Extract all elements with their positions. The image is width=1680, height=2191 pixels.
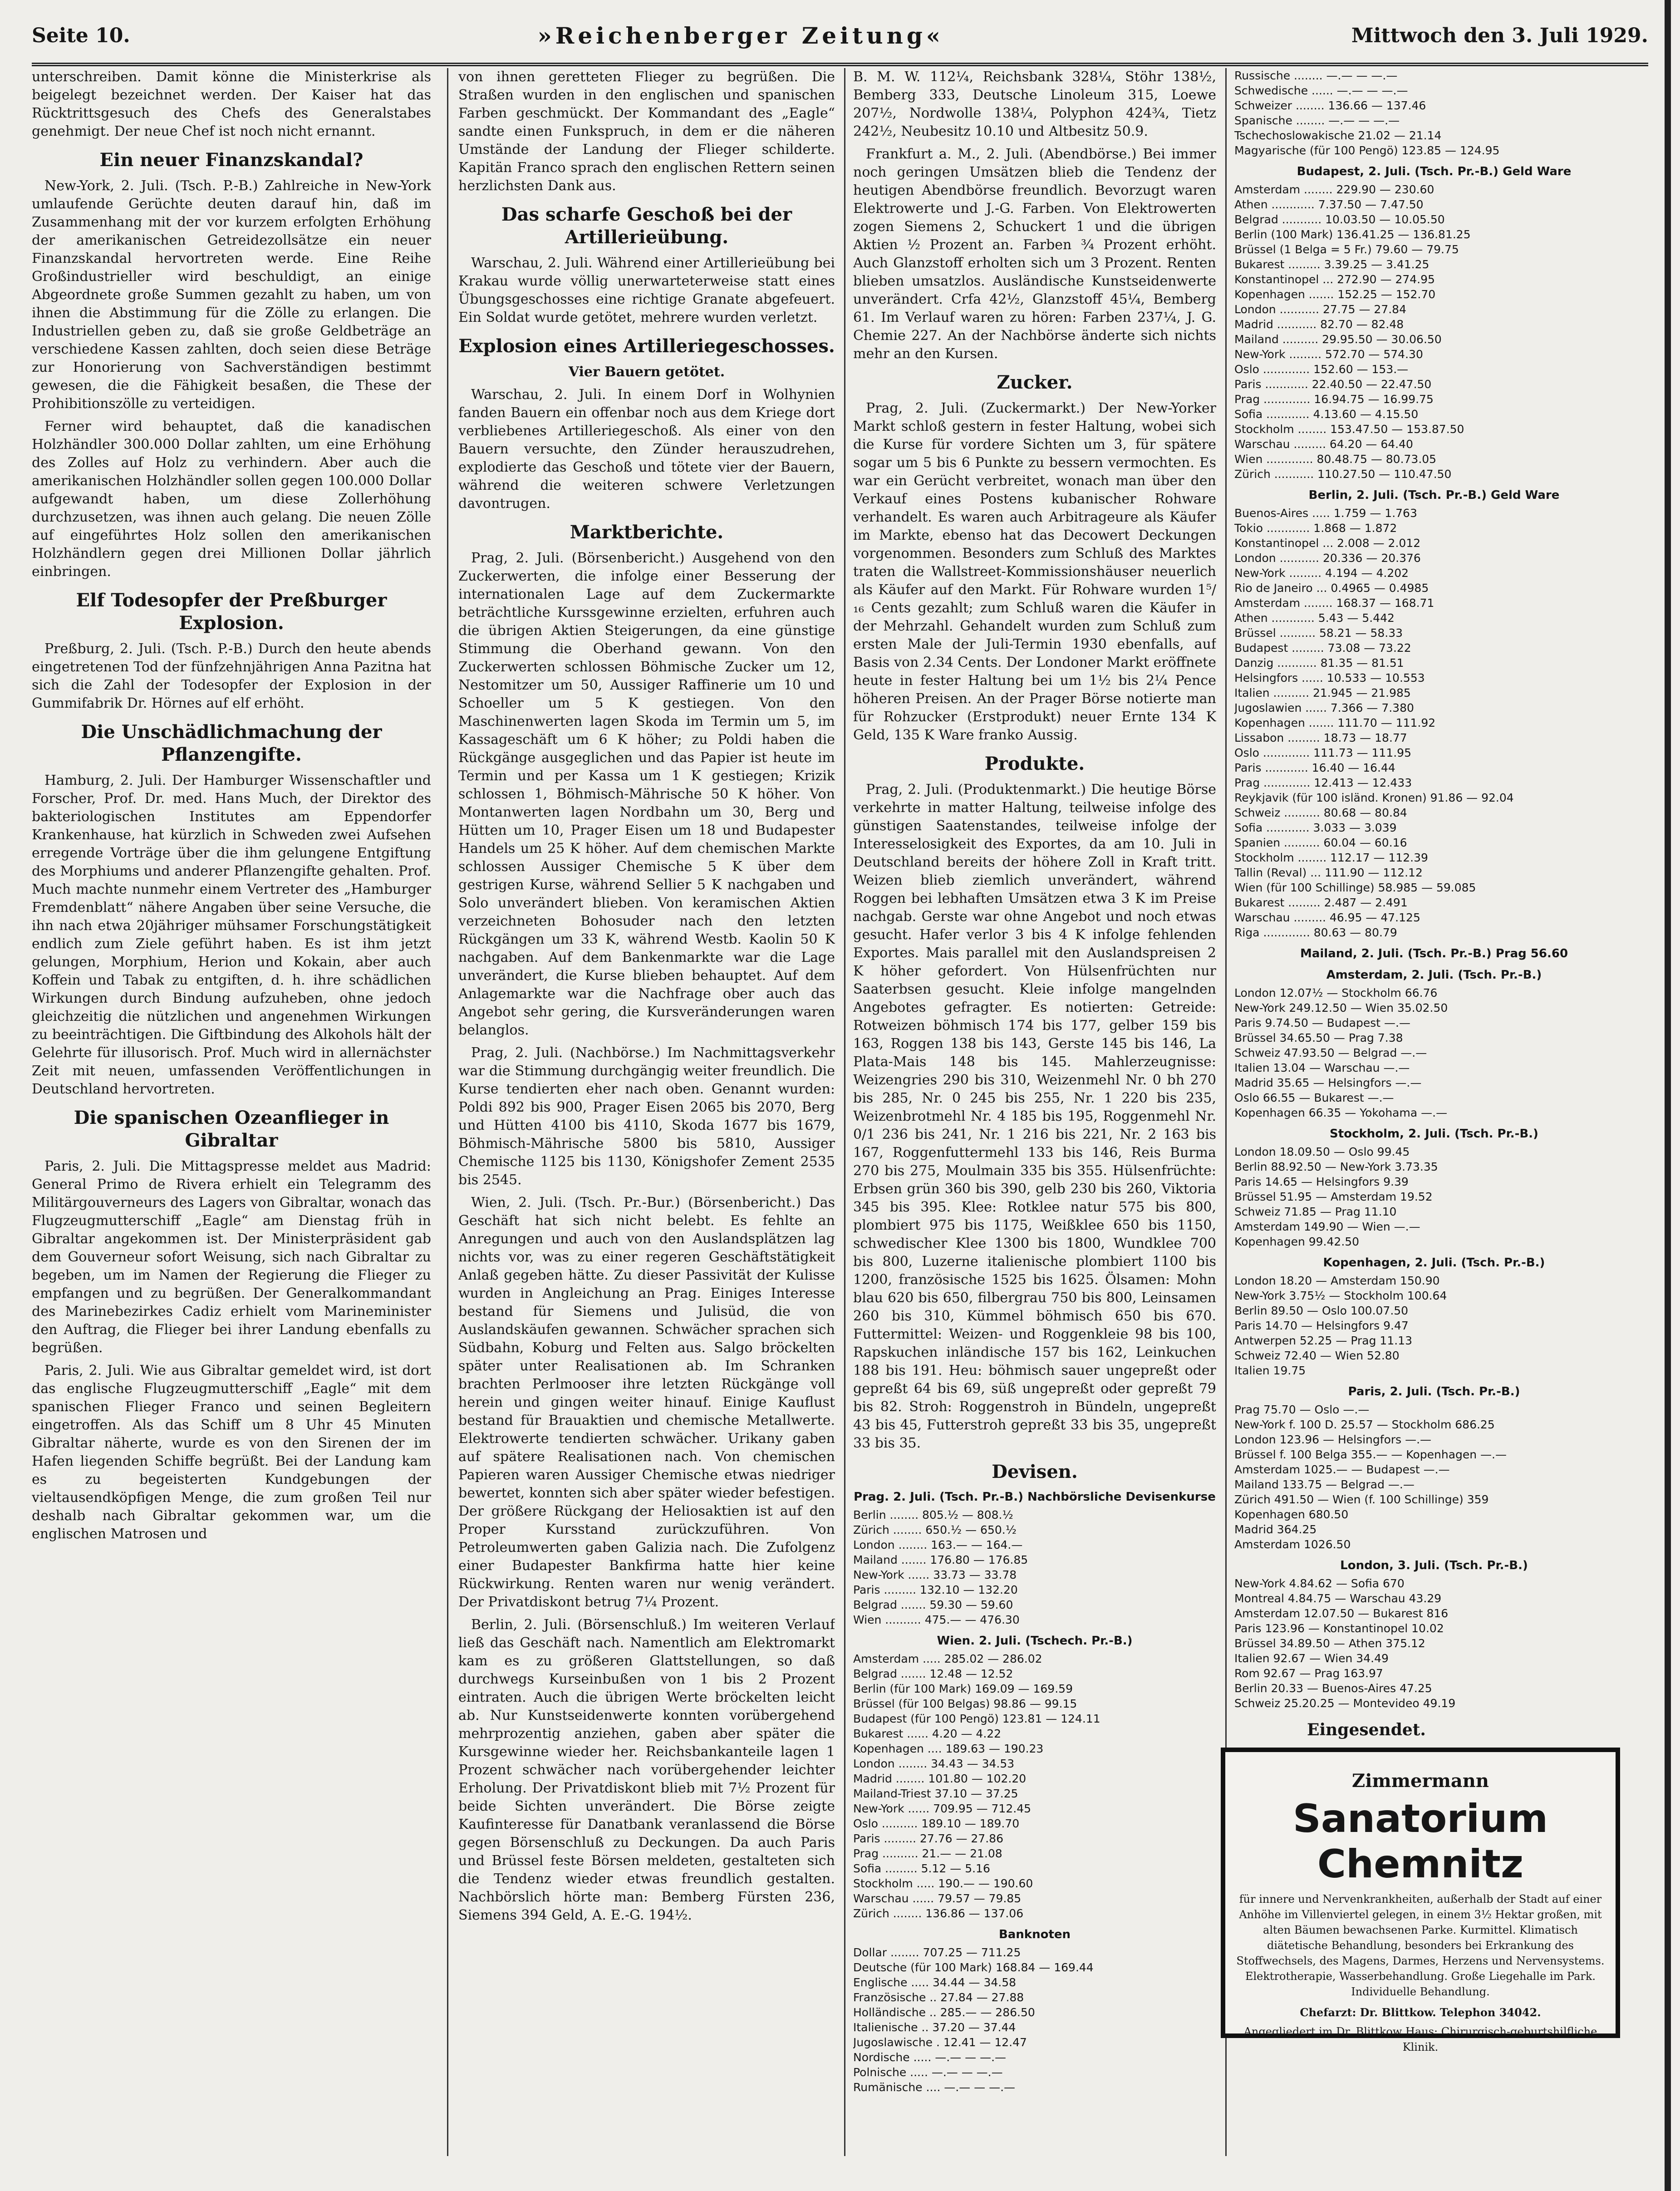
rate-row: Magyarische (für 100 Pengö) 123.85 — 124.95 — [1234, 144, 1500, 157]
rate-row: Prag .......... 21.— — 21.08 — [853, 1847, 1002, 1860]
continuation-text: B. M. W. 112¼, Reichsbank 328¼, Stöhr 138½, Bemberg 333, Deutsche Linoleum 315, Loewe 207½, Nordwolle 138¼, Polyphon 424¾, Tietz 242½, Neubesitz 10.10 und Altbesitz 50.9. — [853, 69, 1216, 139]
headline-finanzskandal: Ein neuer Finanzskandal? — [99, 149, 364, 171]
rate-row: Prag ............. 16.94.75 — 16.99.75 — [1234, 393, 1434, 406]
rate-row: London ........ 163.— — 164.— — [853, 1538, 1023, 1551]
rate-row: Belgrad ....... 12.48 — 12.52 — [853, 1667, 1013, 1680]
rate-row: Belgrad ....... 59.30 — 59.60 — [853, 1598, 1013, 1611]
rate-row: London ........... 27.75 — 27.84 — [1234, 303, 1406, 316]
column-2 — [458, 68, 835, 2156]
rate-row: London 12.07½ — Stockholm 66.76 — [1234, 986, 1438, 999]
rate-row: Paris 14.70 — Helsingfors 9.47 — [1234, 1319, 1409, 1332]
rate-row: Brüssel 34.89.50 — Athen 375.12 — [1234, 1637, 1425, 1650]
rate-row: Paris ......... 132.10 — 132.20 — [853, 1583, 1018, 1596]
table-caption: Banknoten — [998, 1928, 1071, 1941]
rate-row: Tallin (Reval) ... 111.90 — 112.12 — [1234, 866, 1423, 879]
table-caption: Stockholm, 2. Juli. (Tsch. Pr.-B.) — [1330, 1127, 1538, 1141]
rate-row: Berlin (100 Mark) 136.41.25 — 136.81.25 — [1234, 228, 1471, 241]
rate-row: Stockholm ........ 112.17 — 112.39 — [1234, 851, 1428, 864]
rate-row: Sofia ............ 4.13.60 — 4.15.50 — [1234, 408, 1419, 421]
column-1 — [32, 68, 431, 2156]
rate-list — [1234, 1144, 1634, 1249]
rate-row: Paris 14.65 — Helsingfors 9.39 — [1234, 1175, 1409, 1188]
rate-row: Brüssel 34.65.50 — Prag 7.38 — [1234, 1031, 1403, 1044]
headline-devisen: Devisen. — [992, 1461, 1078, 1482]
rate-row: Amsterdam 12.07.50 — Bukarest 816 — [1234, 1607, 1449, 1620]
page-number: Seite 10. — [32, 24, 130, 47]
market-report: Prag, 2. Juli. (Produktenmarkt.) Die heutige Börse verkehrte in matter Haltung, teilweise infolge des günstigen Saatenstandes, teilweise infolge der Interesselosigkeit des Exportes, da am 10. Juli in Deutschland bereits der höhere Zoll in Kraft tritt. Weizen blieb ziemlich unverändert, während Roggen bei lebhaften Umsätzen etwa 3 K im Preise nachgab. Gerste war ohne Angebot und noch etwas gesucht. Hafer verlor 3 bis 4 K infolge fehlenden Exportes. Mais parallel mit den Auslandspreisen 2 K höher gefordert. Von Hülsenfrüchten nur Saaterbsen gesucht. Kleie infolge mangelnden Angebotes gefragter. Es notierten: Getreide: Rotweizen böhmisch 174 bis 177, gelber 159 bis 163, Roggen 138 bis 143, Gerste 145 bis 146, La Plata-Mais 148 bis 145. Mahlerzeugnisse: Weizengries 290 bis 310, Weizenmehl Nr. 0 bh 270 bis 285, Nr. 0 245 bis 255, Nr. 1 220 bis 235, Weizenbrotmehl Nr. 4 185 bis 195, Roggenmehl Nr. 0/1 236 bis 241, Nr. 1 216 bis 221, Nr. 2 163 bis 167, Roggenfuttermehl 133 bis 146, Reis Burma 270 bis 275, Moulmain 335 bis 355. Hülsenfrüchte: Erbsen grün 360 bis 390, gelb 230 bis 260, Viktoria 345 bis 395. Klee: Rotklee natur 575 bis 800, plombiert 975 bis 1175, Weißklee 650 bis 1150, schwedischer Klee 1300 bis 1800, Wundklee 700 bis 800, Luzerne italienische plombiert 1100 bis 1200, französische 1525 bis 1625. Ölsamen: Mohn blau 620 bis 650, filbergrau 750 bis 800, Leinsamen 260 bis 310, Kümmel böhmisch 650 bis 670. Futtermittel: Weizen- und Roggenkleie 98 bis 100, Rapskuchen inländische 157 bis 162, Leinkuchen 188 bis 191. Heu: böhmisch sauer ungepreßt oder gepreßt 64 bis 69, süß ungepreßt oder gepreßt 79 bis 82. Stroh: Roggenstroh in Bündeln, ungepreßt 43 bis 45, Futterstroh gepreßt 33 bis 35, ungepreßt 33 bis 35. — [853, 782, 1216, 1451]
rate-row: Mailand 133.75 — Belgrad —.— — [1234, 1478, 1415, 1491]
rate-row: Französische .. 27.84 — 27.88 — [853, 1991, 1024, 2004]
rate-row: Amsterdam ........ 168.37 — 168.71 — [1234, 596, 1434, 610]
rate-row: New-York 3.75½ — Stockholm 100.64 — [1234, 1289, 1447, 1302]
rate-row: Brüssel .......... 58.21 — 58.33 — [1234, 626, 1403, 640]
market-report: Prag, 2. Juli. (Zuckermarkt.) Der New-Yorker Markt schloß gestern in fester Haltung, wobei sich die Kurse für vordere Sichten um 3, für spätere sogar um 5 bis 6 Punkte zu bessern vermochten. Es war ein Gerücht verbreitet, wonach man über den Verkauf eines Postens kubanischer Rohware verhandelt. Es waren auch Arbitrageure als Käufer im Markte, ebenso hat das Decowert Deckungen vorgenommen. Besonders zum Schluß des Marktes traten die Wallstreet-Kommissionshäuser neuerlich als Käufer auf den Markt. Für Rohware wurden 1⁵/₁₆ Cents gezahlt; zum Schluß waren die Käufer in der Mehrzahl. Gehandelt wurden zum Schluß zum ersten Male der Juli-Termin 1930 ebenfalls, auf Basis von 2.34 Cents. Der Londoner Markt eröffnete heute in fester Haltung bei um 1½ bis 2¼ Pence höheren Preisen. An der Prager Börse notierte man für Rohzucker (Erstprodukt) neuer Ernte 134 K Geld, 135 K Ware franko Aussig. — [853, 400, 1216, 743]
rate-row: Wien .......... 475.— — 476.30 — [853, 1613, 1020, 1626]
ad-doctors: Chefarzt: Dr. Blittkow. Telephon 34042. — [1300, 2006, 1541, 2019]
rate-row: Schweiz .......... 80.68 — 80.84 — [1234, 806, 1407, 819]
article-paragraph: Warschau, 2. Juli. In einem Dorf in Wolhynien fanden Bauern ein offenbar noch aus dem Kriege dort verbliebenes Artilleriegeschoß. Als einer von den Bauern versuchte, den Zünder herauszudrehen, explodierte das Geschoß und tötete vier der Bauern, während die weiteren schwere Verletzungen davontrugen. — [458, 387, 835, 512]
market-report: Berlin, 2. Juli. (Börsenschluß.) Im weiteren Verlauf ließ das Geschäft nach. Namentlich am Elektromarkt kam es zu größeren Glattstellungen, so daß durchwegs Kurseinbußen von 1 bis 2 Prozent eintraten. Auch die übrigen Werte bröckelten leicht ab. Nur Kunstseidenwerte konnten vorübergehend mehrprozentig anziehen, gaben aber später die Kursgewinne wieder her. Reichsbankanteile lagen 1 Prozent schwächer nach vorübergehender leichter Erholung. Der Privatdiskont blieb mit 7½ Prozent für beide Sichten unverändert. Die Börse zeigte Kaufinteresse für Danatbank veranlassend die Börse gegen Börsenschluß zu Deckungen. Da auch Paris und Brüssel feste Börsen meldeten, gestalteten sich die Tendenz wieder etwas freundlich gestalten. Nachbörslich hörte man: Bemberg Fürsten 236, Siemens 394 Geld, A. E.-G. 194½. — [458, 1617, 835, 1923]
rate-row: London ........... 20.336 — 20.376 — [1234, 551, 1421, 565]
rate-row: Oslo .......... 189.10 — 189.70 — [853, 1817, 1020, 1830]
rate-row: Athen ............ 7.37.50 — 7.47.50 — [1234, 198, 1424, 211]
rate-row: Lissabon ......... 18.73 — 18.77 — [1234, 731, 1407, 744]
rate-list — [1234, 182, 1634, 482]
rate-row: Paris 123.96 — Konstantinopel 10.02 — [1234, 1622, 1444, 1635]
rate-row: Prag ............. 12.413 — 12.433 — [1234, 776, 1412, 789]
rate-row: Jugoslawische . 12.41 — 12.47 — [853, 2036, 1027, 2049]
rate-row: Zürich ........ 136.86 — 137.06 — [853, 1907, 1024, 1920]
issue-date: Mittwoch den 3. Juli 1929. — [1351, 24, 1648, 47]
rate-row: Mailand-Triest 37.10 — 37.25 — [853, 1787, 1018, 1800]
column-3 — [853, 68, 1216, 2156]
rate-row: Brüssel 51.95 — Amsterdam 19.52 — [1234, 1190, 1433, 1203]
article-paragraph: Hamburg, 2. Juli. Der Hamburger Wissenschaftler und Forscher, Prof. Dr. med. Hans Much, der Direktor des bakteriologischen Institutes am Eppendorfer Krankenhause, hat kürzlich in Schweden zwei Aufsehen erregende Vorträge über die ihm gelungene Entgiftung des Morphiums und anderer Pflanzengifte gehalten. Prof. Much machte nunmehr einem Vertreter des „Hamburger Fremdenblatt“ nähere Angaben über seine Versuche, die ihn nach etwa 20jähriger mühsamer Forschungstätigkeit endlich zum Ziele geführt haben. Es ist ihm jetzt gelungen, Morphium, Herion und Kokain, aber auch Koffein und Tabak zu entgiften, d. h. ihre schädlichen Wirkungen durch Bindung aufzuheben, ohne jedoch gleichzeitig die nützlichen und angenehmen Wirkungen zu beeinträchtigen. Die Giftbindung des Alkohols hält der Gelehrte für illusorisch. Prof. Much wird in allernächster Zeit mit neuen, umfassenden Veröffentlichungen in Deutschland hervortreten. — [32, 773, 431, 1097]
rate-row: Rio de Janeiro ... 0.4965 — 0.4985 — [1234, 581, 1429, 595]
rate-list — [1234, 1576, 1634, 1711]
rate-row: Schweiz 72.40 — Wien 52.80 — [1234, 1349, 1400, 1362]
rate-row: New-York ...... 709.95 — 712.45 — [853, 1802, 1032, 1815]
rate-row: Amsterdam 1026.50 — [1234, 1538, 1351, 1551]
rate-row: Reykjavik (für 100 isländ. Kronen) 91.86 — 92.04 — [1234, 791, 1514, 804]
rate-row: Italien .......... 21.945 — 21.985 — [1234, 686, 1411, 699]
rate-row: Mailand .......... 29.95.50 — 30.06.50 — [1234, 333, 1442, 346]
rate-row: Schwedische ...... —.— — —.— — [1234, 84, 1408, 97]
rate-row: Budapest ......... 73.08 — 73.22 — [1234, 641, 1411, 655]
rate-row: Kopenhagen ....... 111.70 — 111.92 — [1234, 716, 1436, 729]
article-paragraph: Ferner wird behauptet, daß die kanadischen Holzhändler 300.000 Dollar zahlten, um eine Erhöhung des Zolles auf Holz zu verhindern. Aber auch die amerikanischen Holzhändler sollen gegen 100.000 Dollar aufgewandt haben, um diese Zollerhöhung durchzusetzen, was ihnen auch gelang. Die neuen Zölle auf eingeführtes Holz sollen den amerikanischen Holzhändlern gegen drei Millionen Dollar jährlich einbringen. — [32, 419, 431, 580]
rate-list — [1234, 985, 1634, 1120]
rate-row: Spanien .......... 60.04 — 60.16 — [1234, 836, 1407, 849]
market-report: Wien, 2. Juli. (Tsch. Pr.-Bur.) (Börsenbericht.) Das Geschäft hat sich nicht belebt. Es fehlte an Anregungen und auch von den Auslandsplätzen lag nichts vor, was zu einer regeren Geschäftstätigkeit Anlaß gegeben hätte. Zu dieser Passivität der Kulisse wurden in Angleichung an Prag. Einiges Interesse bestand für Siemens und Julisüd, die von Auslandskäufen gewannen. Schwächer sprachen sich Südbahn, Koburg und Felten aus. Salgo bröckelten später unter Realisationen ab. Im Schranken brachten Perlmooser ihre letzten Rückgänge voll herein und gingen weiter hinauf. Einige Kauflust bestand für Brauaktien und chemische Metallwerte. Elektrowerte tendierten schwächer. Urikany gaben auf spätere Realisationen nach. Von chemischen Papieren waren Aussiger Chemische etwas niedriger bewertet, konnten sich aber später wieder befestigen. Der größere Rückgang der Heliosaktien ist auf den Proper Kursstand zurückzuführen. Von Petroleumwerten gaben Galizia nach. Die Zufolgenz einer Budapester Bankfirma hatte hier keine Rückwirkung. Renten waren nur wenig verändert. Der Privatdiskont betrug 7¼ Prozent. — [458, 1195, 835, 1610]
rate-row: Tschechoslowakische 21.02 — 21.14 — [1234, 129, 1442, 142]
ad-text: für innere und Nervenkrankheiten, außerhalb der Stadt auf einer Anhöhe im Villenviertel gelegen, in einem 3½ Hektar großen, mit alten Bäumen bewachsenen Parke. Kurmittel. Klimatisch diätetische Behandlung, besonders bei Erkrankung des Stoffwechsels, des Magens, Darmes, Herzens und Nervensystems. Elektrotherapie, Wasserbehandlung. Große Liegehalle im Park. Individuelle Behandlung. — [1236, 1893, 1605, 1998]
rate-row: Amsterdam ........ 229.90 — 230.60 — [1234, 183, 1434, 196]
article-paragraph: Paris, 2. Juli. Die Mittagspresse meldet aus Madrid: General Primo de Rivera erhielt ein Telegramm des Militärgouverneurs des Lagers von Gibraltar, wonach das Flugzeugmutterschiff „Eagle“ am Dienstag früh in Gibraltar angekommen ist. Der Ministerpräsident gab dem Gouverneur sofort Weisung, sich nach Gibraltar zu begeben, um im Namen der Regierung die Flieger zu empfangen und zu begrüßen. Der Generalkommandant des Marinebezirkes Cadiz erhielt vom Marineminister den Auftrag, die Flieger bei ihrer Landung ebenfalls zu begrüßen. — [32, 1158, 431, 1356]
ad-footer: Angegliedert im Dr. Blittkow Haus: Chirurgisch-geburtshilfliche Klinik. — [1243, 2025, 1597, 2053]
market-report: Prag, 2. Juli. (Börsenbericht.) Ausgehend von den Zuckerwerten, die infolge einer Besserung der internationalen Lage auf dem Zuckermarkte beträchtliche Kurssgewinne erzielten, erfuhren auch die übrigen Aktien Steigerungen, da eine günstige Stimmung die Oberhand gewann. Von den Zuckerwerten schlossen Böhmische Zucker um 12, Nestomitzer um 50, Aussiger Raffinerie um 10 und Schoeller um 5 K gestiegen. Von den Maschinenwerten lagen Skoda im Termin um 5, im Kassageschäft um 6 K höher; zu Poldi haben die Rückgänge ausgeglichen und das Papier ist heute im Termin und per Kassa um 1 K gestiegen; Krizik schlossen 1, Böhmisch-Mährische 50 K höher. Von Montanwerten lagen Nordbahn um 30, Berg und Hütten um 10, Prager Eisen um 18 und Budapester Handels um 25 K höher. Auf dem chemischen Markte schlossen Aussiger Chemische 5 K über dem gestrigen Kurse, während Sellier 5 K nachgaben und Solo unverändert blieben. Von keramischen Aktien verzeichneten Bohosuder nach den letzten Rückgängen um 33 K, während Westb. Kaolin 50 K nachgaben. Auf dem Bankenmarkte war die Lage unverändert, die Kurse blieben behauptet. Auf dem Anlagemarkte war die Nachfrage ober auch das Angebot sehr gering, die Kursveränderungen waren belanglos. — [458, 550, 835, 1038]
column-rule — [844, 68, 845, 2156]
article-paragraph: Paris, 2. Juli. Wie aus Gibraltar gemeldet wird, ist dort das englische Flugzeugmutterschiff „Eagle“ mit dem spanischen Flieger Franco und seinen Begleitern eingetroffen. Als das Schiff um 8 Uhr 45 Minuten Gibraltar näherte, wurde es von den Sirenen der im Hafen liegenden Schiffe begrüßt. Bei der Landung kam es zu begeisterten Kundgebungen der vieltausendköpfigen Menge, die zum großen Teil nur deshalb nach Gibraltar gekommen war, um die englischen Matrosen und — [32, 1363, 431, 1542]
article-paragraph: Preßburg, 2. Juli. (Tsch. P.-B.) Durch den heute abends eingetretenen Tod der fünfzehnjährigen Anna Pazitna hat sich die Zahl der Todesopfer der Explosion in der Gummifabrik Dr. Hörnes auf elf erhöht. — [32, 641, 431, 711]
table-caption: London, 3. Juli. (Tsch. Pr.-B.) — [1340, 1559, 1528, 1572]
rate-row: Italien 92.67 — Wien 34.49 — [1234, 1652, 1389, 1665]
section-eingesendet: Eingesendet. — [1307, 1720, 1426, 1739]
rate-row: Berlin 89.50 — Oslo 100.07.50 — [1234, 1304, 1409, 1317]
market-report: Frankfurt a. M., 2. Juli. (Abendbörse.) Bei immer noch geringen Umsätzen blieb die Tendenz der heutigen Abendbörse freundlich. Bevorzugt waren Elektrowerte und J.-G. Farben. Von Elektrowerten zogen Siemens 2, Schuckert 1 und die übrigen Aktien ½ Prozent an. Farben ¾ Prozent erhöht. Auch Glanzstoff erholten sich um 3 Prozent. Renten blieben umsatzlos. Ausländische Kunstseidenwerte unverändert. Crfa 42½, Glanzstoff 45¼, Bemberg 61. Im Verlauf waren zu hören: Farben 237¼, J. G. Chemie 227. An der Nachbörse änderte sich nichts mehr an den Kursen. — [853, 146, 1216, 362]
rate-row: Russische ........ —.— — —.— — [1234, 69, 1398, 82]
rate-row: Budapest (für 100 Pengö) 123.81 — 124.11 — [853, 1712, 1100, 1725]
rate-row: Nordische ..... —.— — —.— — [853, 2051, 1007, 2064]
rate-row: Schweiz 47.93.50 — Belgrad —.— — [1234, 1046, 1427, 1059]
rate-row: Paris 9.74.50 — Budapest —.— — [1234, 1016, 1410, 1029]
rate-row: Bukarest ...... 4.20 — 4.22 — [853, 1727, 1002, 1740]
rate-row: Paris ............ 16.40 — 16.44 — [1234, 761, 1395, 774]
rate-row: New-York ......... 4.194 — 4.202 — [1234, 566, 1409, 580]
rate-row: Buenos-Aires ..... 1.759 — 1.763 — [1234, 507, 1417, 520]
headline-pflanzengifte: Die Unschädlichmachung der Pflanzengifte. — [81, 721, 382, 765]
rate-row: Belgrad ........... 10.03.50 — 10.05.50 — [1234, 213, 1445, 226]
rate-row: Konstantinopel ... 2.008 — 2.012 — [1234, 537, 1421, 550]
rate-row: Holländische .. 285.— — 286.50 — [853, 2006, 1035, 2019]
headline-geschoss: Das scharfe Geschoß bei der Artillerieübung. — [501, 204, 792, 248]
rate-row: Paris ......... 27.76 — 27.86 — [853, 1832, 1003, 1845]
rate-row: Jugoslawien ...... 7.366 — 7.380 — [1234, 701, 1414, 714]
rate-row: New-York ...... 33.73 — 33.78 — [853, 1568, 1017, 1581]
ad-title: Sanatorium Chemnitz — [1292, 1796, 1548, 1887]
rate-row: Madrid ........ 101.80 — 102.20 — [853, 1772, 1027, 1785]
rate-row: Madrid 364.25 — [1234, 1523, 1317, 1536]
rate-row: Deutsche (für 100 Mark) 168.84 — 169.44 — [853, 1961, 1094, 1974]
rate-row: Stockholm ........ 153.47.50 — 153.87.50 — [1234, 423, 1464, 436]
rate-row: Prag 75.70 — Oslo —.— — [1234, 1403, 1370, 1416]
rate-row: Brüssel (1 Belga = 5 Fr.) 79.60 — 79.75 — [1234, 243, 1459, 256]
rate-list — [853, 1507, 1216, 1627]
scan-edge — [1665, 0, 1671, 2191]
rate-row: London ........ 34.43 — 34.53 — [853, 1757, 1015, 1770]
rate-row: Brüssel f. 100 Belga 355.— — Kopenhagen —.— — [1234, 1448, 1507, 1461]
rate-row: Montreal 4.84.75 — Warschau 43.29 — [1234, 1592, 1442, 1605]
rate-row: Kopenhagen 99.42.50 — [1234, 1235, 1360, 1248]
rate-row: Amsterdam 1025.— — Budapest —.— — [1234, 1463, 1450, 1476]
rate-row: Rom 92.67 — Prag 163.97 — [1234, 1667, 1383, 1680]
rate-row: Amsterdam ..... 285.02 — 286.02 — [853, 1652, 1042, 1665]
rate-row: Paris ............ 22.40.50 — 22.47.50 — [1234, 378, 1432, 391]
table-caption: Prag. 2. Juli. (Tsch. Pr.-B.) Nachbörsliche Devisenkurse — [854, 1490, 1216, 1504]
rate-row: New-York ......... 572.70 — 574.30 — [1234, 348, 1423, 361]
page-header — [32, 8, 1648, 66]
sanatorium-advertisement — [1221, 1748, 1620, 2053]
rate-row: Oslo ............. 111.73 — 111.95 — [1234, 746, 1411, 759]
headline-explosion: Explosion eines Artilleriegeschosses. — [458, 335, 835, 357]
rate-row: Wien (für 100 Schillinge) 58.985 — 59.085 — [1234, 881, 1476, 894]
headline-ozeanflieger: Die spanischen Ozeanflieger in Gibraltar — [74, 1107, 389, 1151]
rate-row: Athen ............ 5.43 — 5.442 — [1234, 611, 1395, 625]
rate-row: Mailand ....... 176.80 — 176.85 — [853, 1553, 1028, 1566]
rate-row: Tokio ............ 1.868 — 1.872 — [1234, 522, 1397, 535]
masthead: »Reichenberger Zeitung« — [537, 22, 944, 49]
rate-list — [1234, 68, 1634, 158]
rate-row: Bukarest ......... 3.39.25 — 3.41.25 — [1234, 258, 1429, 271]
rate-row: Oslo ............. 152.60 — 153.— — [1234, 363, 1409, 376]
rate-row: Wien ............. 80.48.75 — 80.73.05 — [1234, 453, 1437, 466]
headline-produkte: Produkte. — [984, 753, 1085, 774]
rate-row: Konstantinopel ... 272.90 — 274.95 — [1234, 273, 1435, 286]
rate-row: Spanische ........ —.— — —.— — [1234, 114, 1400, 127]
rate-row: Kopenhagen 680.50 — [1234, 1508, 1349, 1521]
rate-row: Berlin 88.92.50 — New-York 3.73.35 — [1234, 1160, 1438, 1173]
rate-row: Madrid ........... 82.70 — 82.48 — [1234, 318, 1404, 331]
rate-row: Warschau ......... 64.20 — 64.40 — [1234, 438, 1413, 451]
rate-row: Englische ..... 34.44 — 34.58 — [853, 1976, 1017, 1989]
rate-row: Madrid 35.65 — Helsingfors —.— — [1234, 1076, 1422, 1089]
rate-row: Zürich ........ 650.½ — 650.½ — [853, 1523, 1017, 1536]
table-caption: Paris, 2. Juli. (Tsch. Pr.-B.) — [1348, 1385, 1520, 1398]
rate-row: Sofia ............ 3.033 — 3.039 — [1234, 821, 1397, 834]
rate-row: Dollar ........ 707.25 — 711.25 — [853, 1946, 1021, 1959]
article-paragraph: New-York, 2. Juli. (Tsch. P.-B.) Zahlreiche in New-York umlaufende Gerüchte deuten darauf hin, daß im Zusammenhang mit der vor kurzem erfolgten Erhöhung der amerikanischen Getreidezollsätze ein neuer Finanzskandal hervortreten werde. Eine Reihe Großindustrieller wird beschuldigt, an einige Abgeordnete große Summen gezahlt zu haben, um von ihnen die Abstimmung für die Zölle zu erlangen. Die Industriellen geben zu, daß sie große Geldbeträge an verschiedene Kassen zahlten, doch seien diese Beträge zur Honorierung von Sachverständigen bestimmt gewesen, die die Fähigkeit besaßen, die These der Prohibitionszölle zu verteidigen. — [32, 178, 431, 412]
table-caption: Mailand, 2. Juli. (Tsch. Pr.-B.) Prag 56.60 — [1300, 947, 1568, 960]
rate-row: Italien 13.04 — Warschau —.— — [1234, 1061, 1410, 1074]
rate-row: Schweiz 25.20.25 — Montevideo 49.19 — [1234, 1697, 1456, 1710]
article-paragraph: Warschau, 2. Juli. Während einer Artillerieübung bei Krakau wurde völlig unerwarteterweise statt eines Übungsgeschosses eine richtige Granate abgefeuert. Ein Soldat wurde getötet, mehrere wurden verletzt. — [458, 255, 835, 325]
rate-row: Rumänische .... —.— — —.— — [853, 2081, 1016, 2094]
rate-row: New-York 4.84.62 — Sofia 670 — [1234, 1577, 1405, 1590]
devisen-table — [853, 1490, 1216, 2095]
headline-zucker: Zucker. — [997, 372, 1073, 393]
rate-list — [1234, 1402, 1634, 1552]
rate-row: Zürich 491.50 — Wien (f. 100 Schillinge) 359 — [1234, 1493, 1489, 1506]
table-caption: Budapest, 2. Juli. (Tsch. Pr.-B.) Geld Ware — [1297, 165, 1572, 178]
rate-list — [853, 1945, 1216, 2095]
rate-row: Zürich ........... 110.27.50 — 110.47.50 — [1234, 468, 1452, 481]
table-caption: Wien. 2. Juli. (Tschech. Pr.-B.) — [937, 1634, 1133, 1648]
rate-list — [853, 1651, 1216, 1921]
exchange-tables — [1234, 68, 1634, 1711]
rate-row: Kopenhagen .... 189.63 — 190.23 — [853, 1742, 1044, 1755]
continuation-text: von ihnen geretteten Flieger zu begrüßen. Die Straßen wurden in den englischen und spanischen Farben geschmückt. Der Kommandant des „Eagle“ sandte einen Funkspruch, in dem er die näheren Umstände der Landung der Flieger schilderte. Kapitän Franco sprach den englischen Rettern seinen herzlichsten Dank aus. — [458, 69, 835, 194]
rate-row: Schweizer ........ 136.66 — 137.46 — [1234, 99, 1426, 112]
rate-row: Riga ............. 80.63 — 80.79 — [1234, 926, 1397, 939]
rate-row: Brüssel (für 100 Belgas) 98.86 — 99.15 — [853, 1697, 1077, 1710]
rate-row: Berlin 20.33 — Buenos-Aires 47.25 — [1234, 1682, 1432, 1695]
continuation-text: unterschreiben. Damit könne die Ministerkrise als beigelegt bezeichnet werden. Der Kaiser hat das Rücktrittsgesuch des Chefs des Generalstabes genehmigt. Der neue Chef ist noch nicht ernannt. — [32, 69, 431, 139]
rate-row: Danzig ........... 81.35 — 81.51 — [1234, 656, 1404, 670]
rate-row: London 123.96 — Helsingfors —.— — [1234, 1433, 1432, 1446]
rate-row: Stockholm ..... 190.— — 190.60 — [853, 1877, 1033, 1890]
rate-row: London 18.09.50 — Oslo 99.45 — [1234, 1145, 1410, 1158]
rate-row: Schweiz 71.85 — Prag 11.10 — [1234, 1205, 1397, 1218]
rate-row: Warschau ......... 46.95 — 47.125 — [1234, 911, 1420, 924]
column-4 — [1234, 68, 1634, 1711]
rate-row: Antwerpen 52.25 — Prag 11.13 — [1234, 1334, 1412, 1347]
rate-list — [1234, 506, 1634, 940]
subheadline: Vier Bauern getötet. — [568, 364, 725, 380]
rate-row: New-York f. 100 D. 25.57 — Stockholm 686.25 — [1234, 1418, 1495, 1431]
rate-row: London 18.20 — Amsterdam 150.90 — [1234, 1274, 1440, 1287]
rate-row: Italienische .. 37.20 — 37.44 — [853, 2021, 1016, 2034]
table-caption: Amsterdam, 2. Juli. (Tsch. Pr.-B.) — [1326, 968, 1542, 982]
headline-pressburg: Elf Todesopfer der Preßburger Explosion. — [76, 590, 387, 634]
rate-row: New-York 249.12.50 — Wien 35.02.50 — [1234, 1001, 1448, 1014]
rate-row: Kopenhagen 66.35 — Yokohama —.— — [1234, 1106, 1448, 1119]
ad-owner: Zimmermann — [1352, 1770, 1489, 1792]
column-rule — [447, 68, 448, 2156]
rate-row: Sofia ......... 5.12 — 5.16 — [853, 1862, 990, 1875]
rate-row: Bukarest ......... 2.487 — 2.491 — [1234, 896, 1408, 909]
rate-row: Oslo 66.55 — Bukarest —.— — [1234, 1091, 1394, 1104]
market-report: Prag, 2. Juli. (Nachbörse.) Im Nachmittagsverkehr war die Stimmung durchgängig weiter freundlich. Die Kurse tendierten eher nach oben. Genannt wurden: Poldi 892 bis 900, Prager Eisen 2065 bis 2070, Berg und Hütten 4100 bis 4110, Skoda 1677 bis 1679, Böhmisch-Mährische 5800 bis 5810, Aussiger Chemische 1125 bis 1130, Königshofer Zement 2535 bis 2545. — [458, 1045, 835, 1188]
rate-row: Polnische ..... —.— — —.— — [853, 2066, 1003, 2079]
rate-row: Amsterdam 149.90 — Wien —.— — [1234, 1220, 1420, 1233]
headline-marktberichte: Marktberichte. — [570, 522, 724, 543]
table-caption: Kopenhagen, 2. Juli. (Tsch. Pr.-B.) — [1323, 1256, 1545, 1270]
rate-row: Kopenhagen ....... 152.25 — 152.70 — [1234, 288, 1436, 301]
rate-list — [1234, 1273, 1634, 1378]
rate-row: Berlin ........ 805.½ — 808.½ — [853, 1508, 1013, 1521]
rate-row: Italien 19.75 — [1234, 1364, 1306, 1377]
table-caption: Berlin, 2. Juli. (Tsch. Pr.-B.) Geld Ware — [1308, 488, 1560, 502]
rate-row: Warschau ...... 79.57 — 79.85 — [853, 1892, 1022, 1905]
rate-row: Berlin (für 100 Mark) 169.09 — 169.59 — [853, 1682, 1073, 1695]
rate-row: Helsingfors ...... 10.533 — 10.553 — [1234, 671, 1425, 684]
